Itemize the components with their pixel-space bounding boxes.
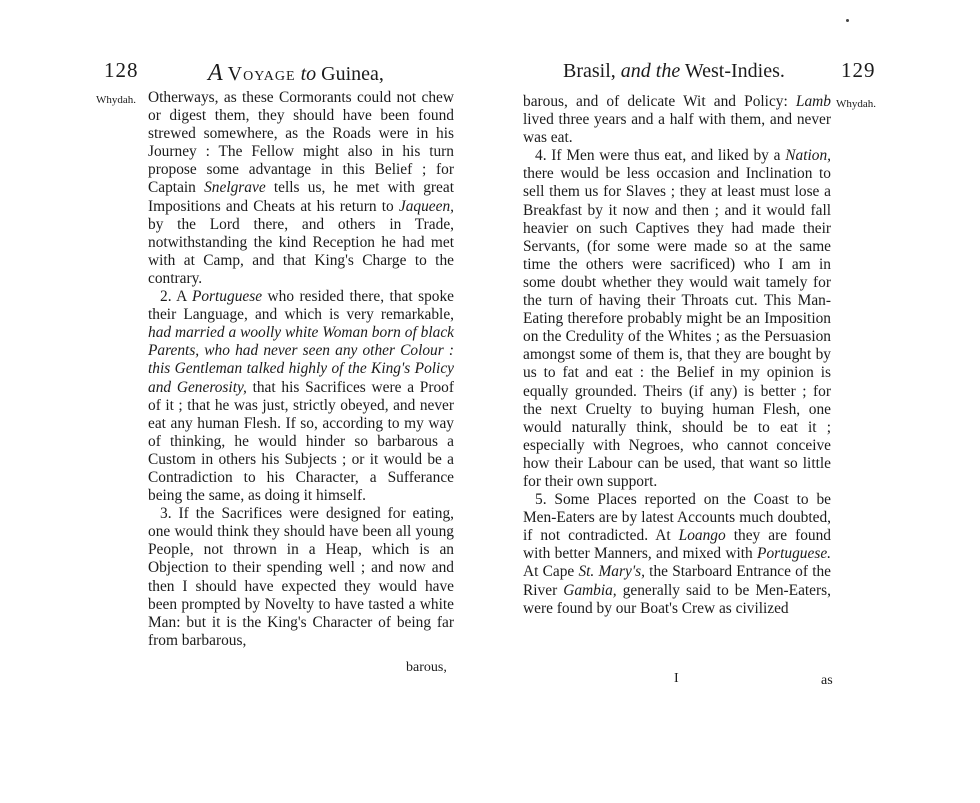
text-run: At Cape — [523, 563, 579, 581]
italic-text: St. Mary's, — [578, 563, 645, 581]
italic-text: Loango — [678, 527, 726, 545]
right-page — [490, 0, 980, 803]
italic-text: Portuguese. — [757, 545, 831, 563]
text-run: by the Lord there, and others in Trade, notwithstanding the kind Reception he had met with at Camp, and that King's Charge to the contrary. — [148, 215, 454, 287]
text-run: the Starboard Entrance of the River — [523, 563, 831, 599]
catchword: as — [821, 673, 833, 688]
italic-text: Gambia, — [563, 581, 617, 599]
body-text — [148, 89, 454, 650]
paragraph — [148, 89, 454, 288]
running-head-place: Brasil, — [563, 60, 616, 82]
paper-speck — [846, 19, 849, 22]
italic-text: Nation, — [785, 147, 831, 165]
margin-note: Whydah. — [836, 98, 877, 110]
page-number: 129 — [841, 58, 876, 82]
running-head — [208, 60, 384, 87]
text-run: 5. Some Places reported on the Coast to be Men-Eaters are by latest Accounts much doubted, if not contradicted. At — [523, 491, 831, 545]
running-head — [563, 60, 785, 83]
text-run: lived three years and a half with them, and never was eat. — [523, 111, 831, 147]
italic-text: Lamb — [795, 93, 831, 110]
running-head-and: and the — [620, 60, 681, 82]
paragraph — [148, 288, 454, 505]
italic-text: Jaqueen, — [398, 197, 454, 215]
text-run: 2. A — [160, 288, 192, 306]
paragraph — [523, 147, 831, 491]
text-run: tells us, he met with great Impositions and Cheats at his return to — [148, 179, 454, 215]
margin-note: Whydah. — [96, 94, 137, 106]
text-run: 4. If Men were thus eat, and liked by a — [535, 147, 786, 165]
text-run: 3. If the Sacrifices were designed for eating, one would think they should have been all young People, not thrown in a Heap, which is an Objection to their spending well ; and now and then I should have expected they would have been prompted by Novelty to have tasted a white Man: but it is the King's Character of being far from barbarous, — [148, 505, 454, 649]
body-text — [523, 93, 831, 618]
paragraph — [148, 505, 454, 650]
text-run: that his Sacrifices were a Proof of it ; that he was just, strictly obeyed, and never eat any human Flesh. If so, according to my way of thinking, he would hinder so barbarous a Custom in others his Subjects ; or it would be a Contradiction to his Character, a Sufferance being the same, as doing it himself. — [148, 378, 454, 505]
running-head-region: West-Indies. — [684, 60, 785, 82]
running-head-title: Voyage — [227, 63, 296, 85]
italic-text: had married a woolly white Woman born of black Parents, who had never seen any other Colour : this Gentleman talked highly of the King's Policy and Generosity, — [148, 324, 454, 396]
text-run: barous, and of delicate Wit and Policy: — [523, 93, 796, 110]
italic-text: Portuguese — [191, 288, 263, 306]
text-run: generally said to be Men-Eaters, were found by our Boat's Crew as civilized — [523, 581, 831, 617]
catchword: barous, — [406, 660, 447, 675]
italic-text: Snelgrave — [204, 179, 266, 197]
text-run: Otherways, as these Cormorants could not chew or digest them, they should have been found strewed somewhere, as the Roads were in his Journey : The Fellow might also in his turn propose some advantage in this Belief ; for Captain — [148, 89, 454, 197]
text-run: who resided there, that spoke their Language, and which is very remarkable, — [148, 288, 455, 324]
page-number: 128 — [104, 58, 139, 82]
running-head-place: Guinea, — [321, 63, 384, 85]
paragraph — [523, 93, 831, 147]
signature-mark: I — [674, 671, 679, 686]
text-run: there would be less occasion and Inclination to sell them us for Slaves ; they at least must lose a Breakfast by it now and then ; and it would fall heavier on such Captives they had made their Servants, (for some were made so at the same time the others were sacrificed) who I am in some doubt whether they would wait tamely for the turn of having their Throats cut. This Man-Eating therefore probably might be an Imposition on the Credulity of the Whites ; as the Persuasion amongst some of them is, that they are bought by us to fat and eat : the Belief in my opinion is equally grounded. Theirs (if any) is better ; for the next Cruelty to buying human Flesh, one would naturally think, should be to eat it ; especially with Negroes, who cannot conceive how their Labour can be used, that want so little for their own support. — [523, 165, 831, 490]
paragraph — [523, 491, 831, 618]
running-head-initial: A — [208, 60, 223, 86]
text-run: they are found with better Manners, and mixed with — [523, 527, 831, 563]
running-head-to: to — [300, 63, 317, 85]
